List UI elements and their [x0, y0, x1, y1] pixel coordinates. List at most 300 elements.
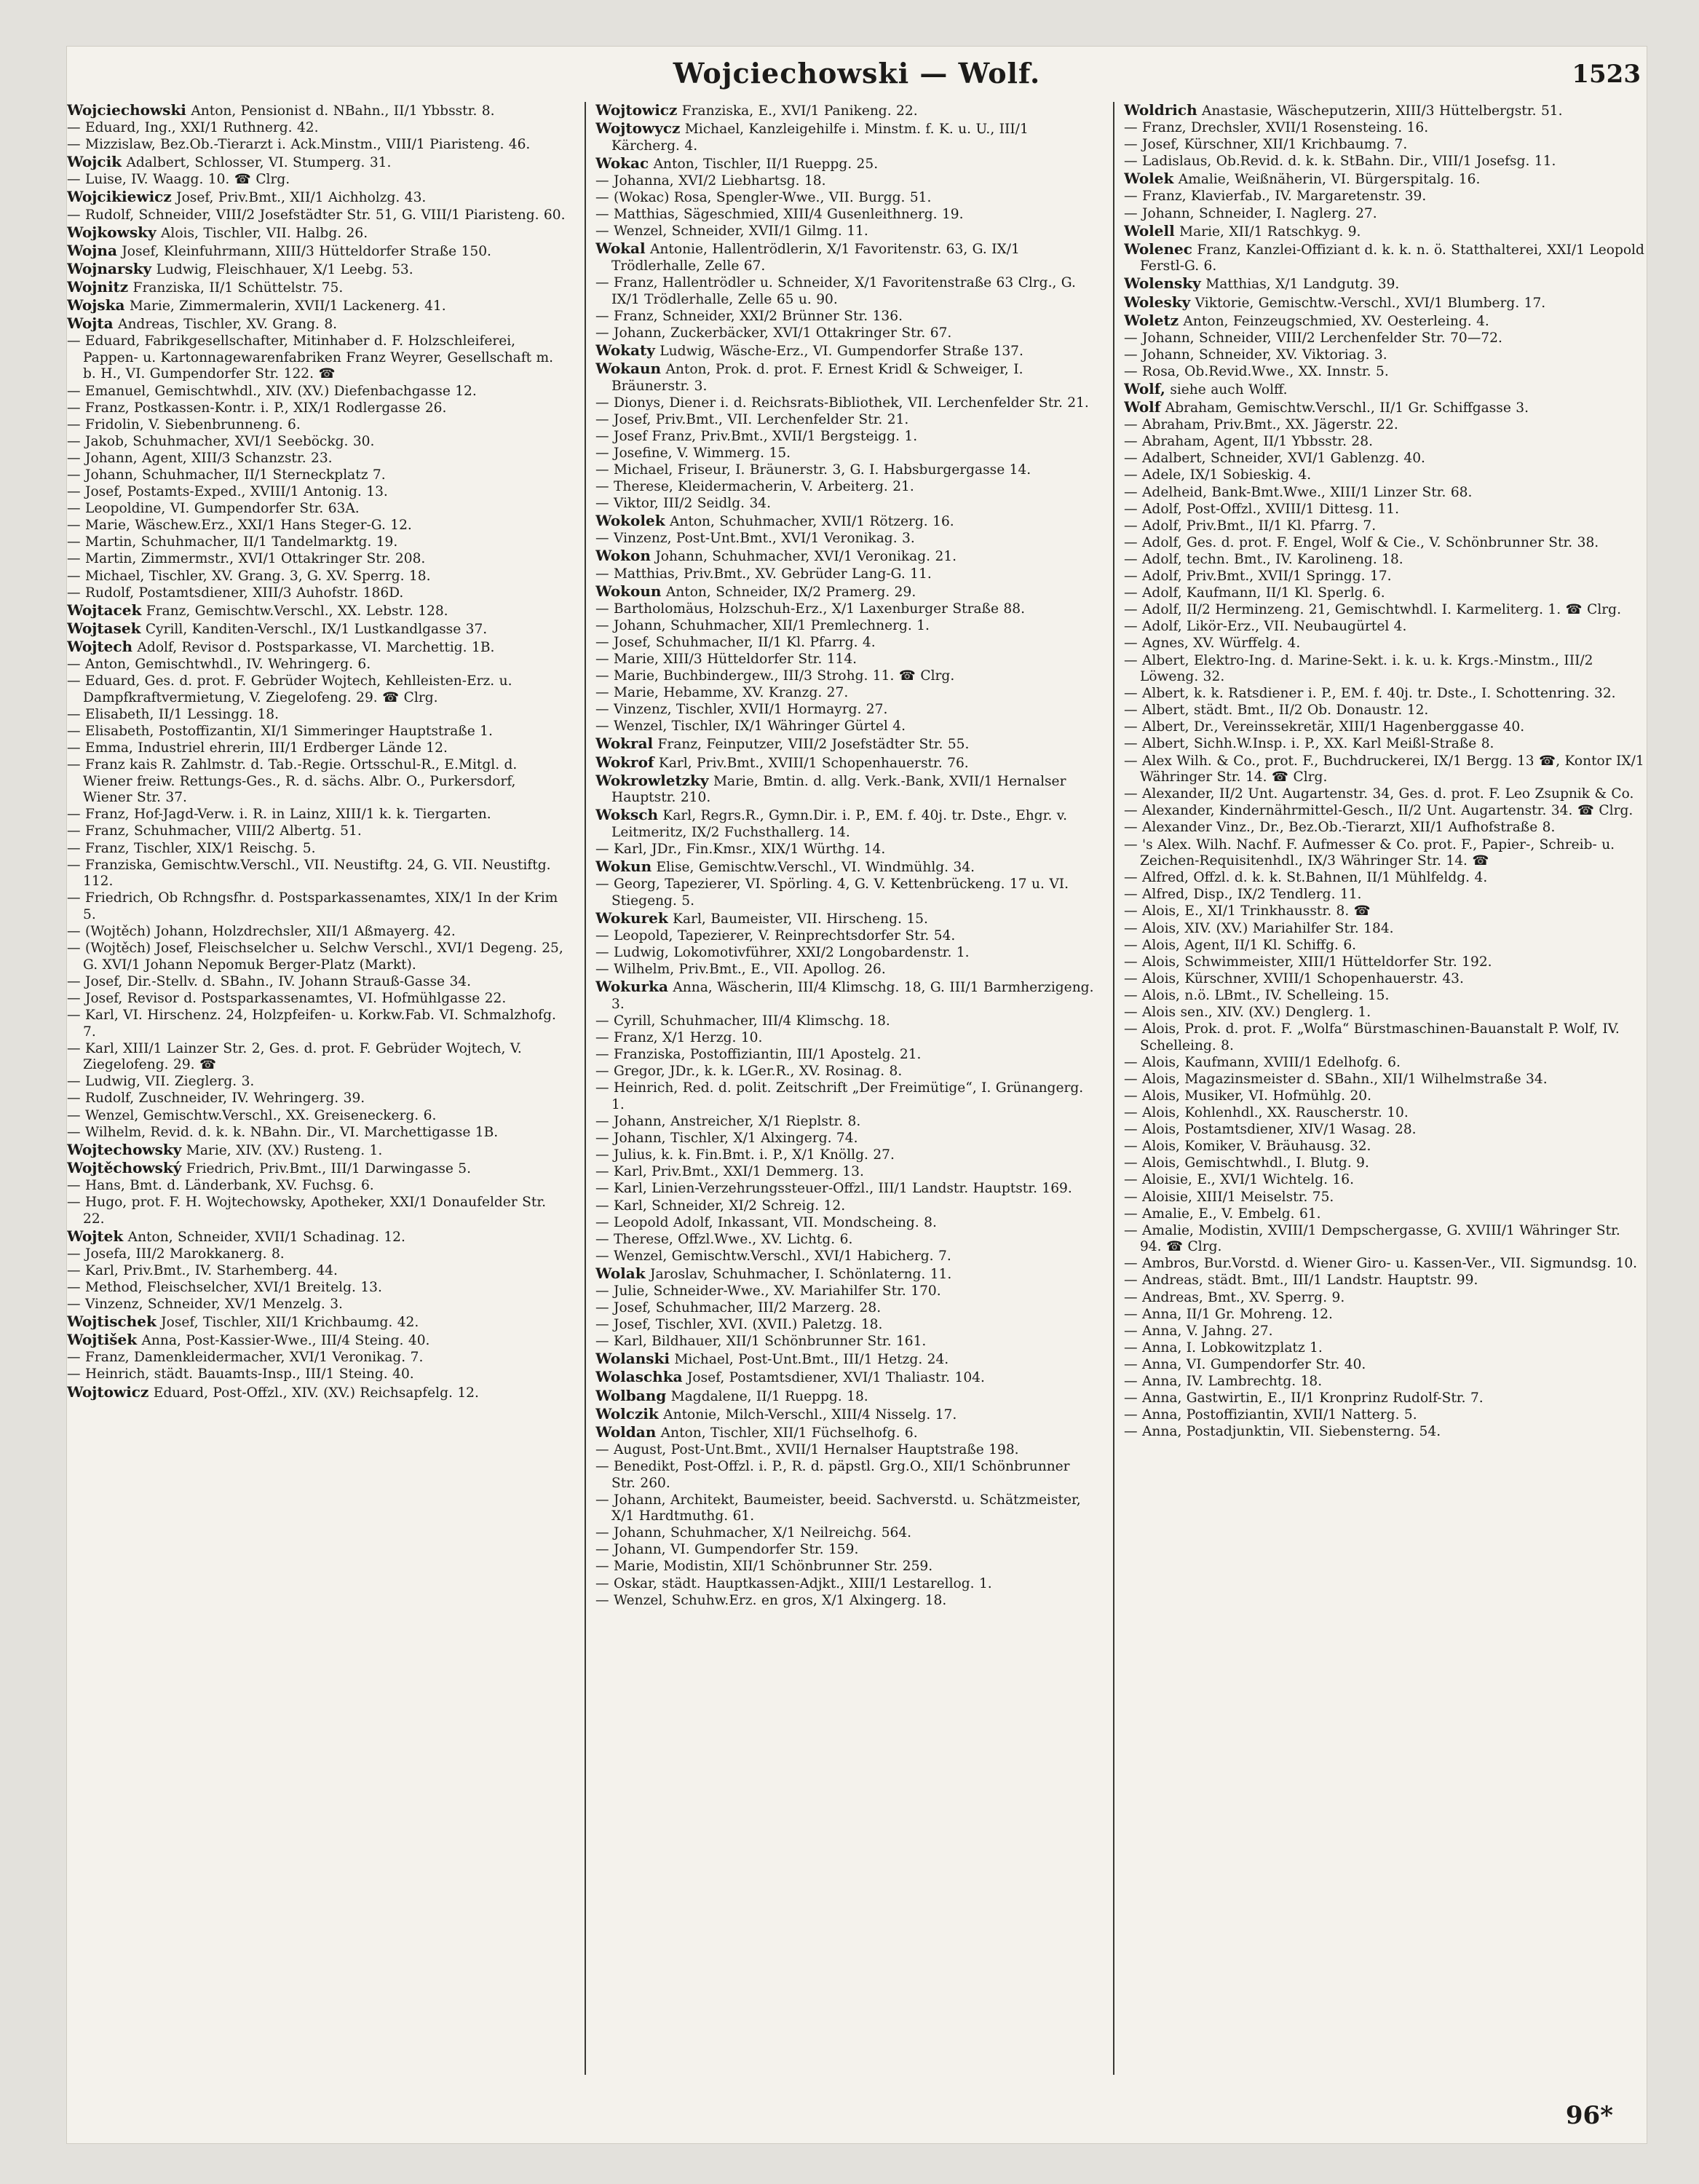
entry-surname: Wolensky: [1124, 274, 1201, 293]
entry-text: — Karl, Priv.Bmt., IV. Starhemberg. 44.: [67, 1262, 338, 1278]
entry-text: — Josef, Revisor d. Postsparkassenamtes, VI. Hofmühlgasse 22.: [67, 990, 507, 1006]
entry-text: — Wenzel, Gemischtw.Verschl., XX. Greiseneckerg. 6.: [67, 1107, 437, 1123]
directory-entry: [595, 635, 1094, 652]
entry-text: — Bartholomäus, Holzschuh-Erz., X/1 Laxenburger Straße 88.: [595, 601, 1025, 617]
entry-text: — Marie, Hebamme, XV. Kranzg. 27.: [595, 685, 849, 701]
directory-entry: [1124, 636, 1645, 652]
directory-entry: [595, 1576, 1094, 1593]
entry-text: — Friedrich, Ob Rchngsfhr. d. Postsparkassenamtes, XIX/1 In der Krim 5.: [67, 890, 558, 922]
entry-text: Andreas, Tischler, XV. Grang. 8.: [113, 317, 338, 333]
entry-text: — Johann, VI. Gumpendorfer Str. 159.: [595, 1542, 859, 1558]
entry-text: Elise, Gemischtw.Verschl., VI. Windmühlg. 34.: [652, 860, 975, 876]
directory-entry: [67, 400, 566, 417]
entry-text: — Albert, Elektro-Ing. d. Marine-Sekt. i. k. u. k. Krgs.-Minstm., III/2 Löweng. 32.: [1124, 652, 1593, 685]
page-title: Wojciechowski — Wolf.: [673, 57, 1041, 90]
entry-text: — Michael, Tischler, XV. Grang. 3, G. XV. Sperrg. 18.: [67, 568, 431, 584]
entry-text: — Franz, Hof-Jagd-Verw. i. R. in Lainz, XIII/1 k. k. Tiergarten.: [67, 807, 491, 823]
entry-surname: Wokral: [595, 735, 654, 753]
directory-entry: [1124, 417, 1645, 434]
entry-text: — Martin, Schuhmacher, II/1 Tandelmarktg. 19.: [67, 534, 398, 550]
directory-entry: [67, 620, 566, 638]
entry-text: Marie, XIV. (XV.) Rusteng. 1.: [181, 1142, 383, 1158]
directory-entry: [67, 569, 566, 585]
directory-entry: [595, 513, 1094, 531]
entry-text: — Vinzenz, Post-Unt.Bmt., XVI/1 Veronikag. 3.: [595, 531, 915, 547]
directory-entry: [1124, 241, 1645, 275]
entry-text: Karl, Baumeister, VII. Hirscheng. 15.: [668, 911, 928, 927]
directory-entry: [1124, 602, 1645, 619]
directory-entry: [595, 342, 1094, 360]
entry-text: Michael, Post-Unt.Bmt., III/1 Hetzg. 24.: [669, 1352, 949, 1368]
directory-entry: [595, 102, 1094, 120]
directory-entry: [595, 446, 1094, 462]
entry-text: — Adolf, Post-Offzl., XVIII/1 Dittesg. 11.: [1124, 501, 1400, 517]
entry-text: Franziska, II/1 Schüttelstr. 75.: [128, 280, 344, 296]
entry-text: — Adolf, II/2 Herminzeng. 21, Gemischtwhdl. I. Karmeliterg. 1. ☎ Clrg.: [1124, 602, 1621, 618]
directory-entry: [67, 451, 566, 467]
entry-text: — Rudolf, Schneider, VIII/2 Josefstädter Str. 51, G. VIII/1 Piaristeng. 60.: [67, 207, 566, 223]
entry-text: Anton, Schuhmacher, XVII/1 Rötzerg. 16.: [665, 514, 954, 530]
entry-text: siehe auch Wolff.: [1165, 382, 1288, 397]
directory-entry: [67, 1195, 566, 1227]
entry-text: Eduard, Post-Offzl., XIV. (XV.) Reichsapfelg. 12.: [148, 1385, 479, 1401]
directory-entry: [1124, 275, 1645, 293]
entry-text: — Ludwig, VII. Zieglerg. 3.: [67, 1074, 255, 1090]
directory-entry: [595, 1300, 1094, 1317]
directory-entry: [595, 945, 1094, 962]
entry-surname: Wokaty: [595, 341, 655, 359]
directory-entry: [1124, 619, 1645, 636]
directory-entry: [1124, 1005, 1645, 1021]
entry-text: Anton, Tischler, XII/1 Füchselhofg. 6.: [656, 1425, 918, 1441]
directory-entry: [1124, 189, 1645, 205]
entry-surname: Wojska: [67, 296, 125, 314]
directory-entry: [595, 1388, 1094, 1406]
entry-surname: Wokrowletzky: [595, 771, 709, 789]
directory-entry: [1124, 381, 1645, 399]
entry-text: Adolf, Revisor d. Postsparkasse, VI. Marchettig. 1B.: [132, 639, 495, 655]
directory-entry: [595, 842, 1094, 858]
directory-entry: [595, 1249, 1094, 1265]
directory-entry: [595, 1406, 1094, 1424]
entry-text: — Amalie, Modistin, XVIII/1 Dempschergasse, G. XVIII/1 Währinger Str. 94. ☎ Clrg.: [1124, 1222, 1620, 1255]
directory-entry: [1124, 467, 1645, 484]
directory-entry: [595, 1131, 1094, 1147]
directory-entry: [1124, 1357, 1645, 1374]
directory-entry: [1124, 331, 1645, 347]
directory-entry: [595, 395, 1094, 412]
directory-entry: [67, 1178, 566, 1195]
directory-entry: [1124, 1307, 1645, 1324]
directory-entry: [67, 1297, 566, 1313]
entry-surname: Wokurek: [595, 909, 668, 927]
directory-entry: [595, 1350, 1094, 1369]
entry-text: — Adolf, Priv.Bmt., II/1 Kl. Pfarrg. 7.: [1124, 518, 1377, 534]
entry-text: — Marie, Buchbindergew., III/3 Strohg. 11. ☎ Clrg.: [595, 668, 955, 684]
entry-text: Matthias, X/1 Landgutg. 39.: [1200, 277, 1400, 293]
entry-text: — Josef, Dir.-Stellv. d. SBahn., IV. Johann Strauß-Gasse 34.: [67, 973, 472, 989]
entry-text: — Josef Franz, Priv.Bmt., XVII/1 Bergsteigg. 1.: [595, 428, 918, 444]
directory-entry: [1124, 719, 1645, 736]
entry-surname: Wojkowsky: [67, 223, 157, 241]
directory-entry: [67, 434, 566, 451]
directory-entry: [67, 757, 566, 807]
entry-text: — Alois, Kürschner, XVIII/1 Schopenhauerstr. 43.: [1124, 970, 1464, 986]
directory-entry: [67, 534, 566, 551]
entry-text: — Karl, Linien-Verzehrungssteuer-Offzl., III/1 Landstr. Hauptstr. 169.: [595, 1181, 1072, 1197]
entry-text: — Agnes, XV. Würffelg. 4.: [1124, 636, 1301, 652]
entry-text: — Alois, n.ö. LBmt., IV. Schelleing. 15.: [1124, 987, 1390, 1003]
entry-text: — Johann, Schneider, I. Naglerg. 27.: [1124, 205, 1377, 221]
entry-text: — Matthias, Priv.Bmt., XV. Gebrüder Lang-G. 11.: [595, 566, 932, 582]
entry-text: — Elisabeth, II/1 Lessingg. 18.: [67, 706, 280, 722]
entry-text: — Anna, I. Lobkowitzplatz 1.: [1124, 1340, 1323, 1356]
directory-entry: [1124, 988, 1645, 1005]
directory-entry: [67, 1142, 566, 1160]
entry-text: Franz, Gemischtw.Verschl., XX. Lebstr. 128.: [141, 603, 448, 619]
directory-entry: [67, 602, 566, 620]
directory-entry: [595, 772, 1094, 807]
entry-text: — Therese, Offzl.Wwe., XV. Lichtg. 6.: [595, 1231, 853, 1247]
entry-text: — Johann, Architekt, Baumeister, beeid. Sachverstd. u. Schätzmeister, X/1 Hardtmuthg. 61.: [595, 1492, 1081, 1524]
entry-text: — Alois, Magazinsmeister d. SBahn., XII/1 Wilhelmstraße 34.: [1124, 1071, 1548, 1087]
entry-text: — Johann, Tischler, X/1 Alxingerg. 74.: [595, 1131, 858, 1147]
directory-entry: [1124, 585, 1645, 602]
entry-surname: Wojta: [67, 314, 114, 333]
entry-text: — (Wokac) Rosa, Spengler-Wwe., VII. Burgg. 51.: [595, 189, 932, 205]
entry-text: — Karl, Schneider, XI/2 Schreig. 12.: [595, 1198, 846, 1214]
entry-text: — Eduard, Fabrikgesellschafter, Mitinhaber d. F. Holzschleiferei, Pappen- u. Kartonnagewarenfabriken Franz Weyrer, Gesellschaft m. b. H., VI. Gumpendorfer Str. 122. ☎: [67, 333, 554, 382]
entry-surname: Wojciechowski: [67, 102, 186, 119]
entry-text: — Anna, VI. Gumpendorfer Str. 40.: [1124, 1356, 1366, 1372]
entry-text: — Franz, Hallentrödler u. Schneider, X/1 Favoritenstraße 63 Clrg., G. IX/1 Trödlerhalle, Zelle 65 u. 90.: [595, 274, 1076, 307]
directory-entry: [595, 173, 1094, 190]
entry-text: — Alois, Kaufmann, XVIII/1 Edelhofg. 6.: [1124, 1054, 1401, 1070]
directory-entry: [595, 360, 1094, 395]
directory-entry: [67, 1366, 566, 1383]
entry-text: Antonie, Hallentrödlerin, X/1 Favoritenstr. 63, G. IX/1 Trödlerhalle, Zelle 67.: [611, 242, 1020, 274]
entry-text: — August, Post-Unt.Bmt., XVII/1 Hernalser Hauptstraße 198.: [595, 1441, 1019, 1457]
directory-entry: [67, 1332, 566, 1350]
directory-entry: [1124, 552, 1645, 569]
entry-text: — Andreas, Bmt., XV. Sperrg. 9.: [1124, 1289, 1345, 1305]
directory-entry: [1124, 686, 1645, 703]
directory-entry: [67, 279, 566, 297]
directory-entry: [595, 240, 1094, 274]
directory-entry: [1124, 837, 1645, 870]
entry-surname: Wolf,: [1124, 380, 1165, 397]
entry-surname: Wolbang: [595, 1386, 667, 1404]
entry-text: Anton, Schneider, XVII/1 Schadinag. 12.: [123, 1229, 405, 1245]
directory-entry: [1124, 485, 1645, 502]
directory-entry: [67, 154, 566, 172]
directory-entry: [67, 1246, 566, 1263]
directory-entry: [595, 978, 1094, 1013]
directory-page: [67, 47, 1647, 2143]
directory-entry: [67, 807, 566, 823]
directory-entry: [1124, 1088, 1645, 1105]
directory-entry: [1124, 1374, 1645, 1390]
entry-text: — Fridolin, V. Siebenbrunneng. 6.: [67, 416, 301, 432]
entry-text: — Leopoldine, VI. Gumpendorfer Str. 63A.: [67, 501, 360, 517]
entry-text: — Anna, V. Jahng. 27.: [1124, 1323, 1273, 1339]
entry-text: — Ambros, Bur.Vorstd. d. Wiener Giro- u. Kassen-Ver., VII. Sigmundsg. 10.: [1124, 1256, 1638, 1272]
directory-entry: [595, 754, 1094, 772]
entry-surname: Wolczik: [595, 1404, 659, 1423]
directory-entry: [595, 325, 1094, 342]
directory-entry: [595, 1198, 1094, 1215]
entry-text: — Eduard, Ges. d. prot. F. Gebrüder Wojtech, Kehlleisten-Erz. u. Dampfkraftvermietung, V. Ziegelofeng. 29. ☎ Clrg.: [67, 673, 512, 705]
directory-entry: [67, 501, 566, 518]
entry-text: Jaroslav, Schuhmacher, I. Schönlaterng. 11.: [645, 1266, 952, 1282]
directory-entry: [1124, 1155, 1645, 1172]
directory-entry: [595, 877, 1094, 909]
directory-entry: [67, 551, 566, 568]
entry-text: — Andreas, städt. Bmt., III/1 Landstr. Hauptstr. 99.: [1124, 1273, 1478, 1289]
entry-text: — Karl, VI. Hirschenz. 24, Holzpfeifen- u. Korkw.Fab. VI. Schmalzhofg. 7.: [67, 1007, 556, 1040]
entry-text: Ludwig, Fleischhauer, X/1 Leebg. 53.: [151, 261, 413, 277]
directory-entry: [1124, 820, 1645, 836]
entry-text: — Vinzenz, Tischler, XVII/1 Hormayrg. 27.: [595, 702, 888, 718]
entry-text: — Heinrich, Red. d. polit. Zeitschrift „Der Freimütige“, I. Grünangerg. 1.: [595, 1080, 1084, 1112]
entry-surname: Wolenec: [1124, 240, 1192, 258]
directory-entry: [67, 1350, 566, 1366]
entry-text: Anton, Feinzeugschmied, XV. Oesterleing. 4.: [1179, 313, 1489, 329]
entry-surname: Wolaschka: [595, 1368, 683, 1386]
entry-text: — Josef, Kürschner, XII/1 Krichbaumg. 7.: [1124, 137, 1408, 153]
directory-entry: [1124, 921, 1645, 938]
entry-text: — Gregor, JDr., k. k. LGer.R., XV. Rosinag. 8.: [595, 1064, 903, 1080]
directory-entry: [1124, 954, 1645, 971]
entry-text: — Josefa, III/2 Marokkanerg. 8.: [67, 1246, 285, 1262]
entry-surname: Wokon: [595, 547, 651, 565]
directory-entry: [67, 1313, 566, 1332]
directory-entry: [1124, 223, 1645, 241]
entry-text: — Josef, Schuhmacher, II/1 Kl. Pfarrg. 4.: [595, 634, 876, 650]
entry-text: — Josef, Tischler, XVI. (XVII.) Paletzg. 18.: [595, 1317, 883, 1333]
entry-surname: Wolek: [1124, 170, 1174, 188]
entry-text: Josef, Postamtsdiener, XVI/1 Thaliastr. 104.: [682, 1370, 985, 1386]
directory-entry: [595, 190, 1094, 207]
entry-text: — Anna, Gastwirtin, E., II/1 Kronprinz Rudolf-Str. 7.: [1124, 1390, 1484, 1406]
entry-text: — Johann, Agent, XIII/3 Schanzstr. 23.: [67, 450, 333, 466]
entry-text: — Alois sen., XIV. (XV.) Denglerg. 1.: [1124, 1004, 1371, 1020]
directory-entry: [595, 275, 1094, 308]
entry-text: — Albert, Sichh.W.Insp. i. P., XX. Karl Meißl-Straße 8.: [1124, 736, 1494, 752]
entry-text: Magdalene, II/1 Rueppg. 18.: [666, 1388, 868, 1404]
entry-surname: Wojtowycz: [595, 119, 681, 138]
entry-text: — Emma, Industriel ehrerin, III/1 Erdberger Lände 12.: [67, 740, 448, 756]
directory-entry: [1124, 535, 1645, 552]
directory-entry: [67, 1228, 566, 1246]
entry-text: — Cyrill, Schuhmacher, III/4 Klimschg. 18.: [595, 1013, 890, 1029]
entry-text: — Alex Wilh. & Co., prot. F., Buchdruckerei, IX/1 Bergg. 13 ☎, Kontor IX/1 Währinger Str. 14. ☎ Clrg.: [1124, 753, 1644, 786]
entry-text: Franziska, E., XVI/1 Panikeng. 22.: [677, 103, 918, 119]
entry-text: — Karl, XIII/1 Lainzer Str. 2, Ges. d. prot. F. Gebrüder Wojtech, V. Ziegelofeng. 29. ☎: [67, 1040, 522, 1073]
directory-entry: [1124, 1256, 1645, 1273]
directory-entry: [67, 1160, 566, 1178]
directory-entry: [67, 941, 566, 973]
directory-entry: [1124, 786, 1645, 803]
directory-entry: [595, 618, 1094, 635]
entry-text: — Alexander Vinz., Dr., Bez.Ob.-Tierarzt, XII/1 Aufhofstraße 8.: [1124, 820, 1556, 836]
entry-text: Karl, Priv.Bmt., XVIII/1 Schopenhauerstr. 76.: [654, 755, 969, 771]
directory-entry: [595, 1047, 1094, 1064]
directory-entry: [67, 823, 566, 840]
directory-entry: [595, 547, 1094, 566]
entry-text: — Alois, Komiker, V. Bräuhausg. 32.: [1124, 1139, 1371, 1155]
entry-text: — Adolf, Priv.Bmt., XVII/1 Springg. 17.: [1124, 569, 1392, 585]
entry-surname: Wojcikiewicz: [67, 188, 172, 206]
directory-entry: [67, 384, 566, 400]
directory-entry: [595, 652, 1094, 668]
entry-text: — Johann, Zuckerbäcker, XVI/1 Ottakringer Str. 67.: [595, 325, 952, 341]
entry-text: Marie, XII/1 Ratschkyg. 9.: [1174, 223, 1361, 240]
entry-text: — Franz, Schuhmacher, VIII/2 Albertg. 51.: [67, 823, 362, 839]
entry-text: — Marie, Wäschew.Erz., XXI/1 Hans Steger-G. 12.: [67, 518, 412, 534]
directory-entry: [1124, 502, 1645, 518]
directory-entry: [1124, 518, 1645, 535]
entry-text: — Alois, Agent, II/1 Kl. Schiffg. 6.: [1124, 937, 1357, 953]
column-2: [595, 102, 1094, 2082]
entry-text: — Franz, Postkassen-Kontr. i. P., XIX/1 Rodlergasse 26.: [67, 400, 447, 416]
entry-surname: Wojtechowsky: [67, 1140, 182, 1158]
directory-entry: [67, 242, 566, 261]
entry-text: — Wenzel, Tischler, IX/1 Währinger Gürtel 4.: [595, 719, 906, 735]
entry-text: — Johann, Schuhmacher, X/1 Neilreichg. 564.: [595, 1525, 912, 1541]
entry-text: Franz, Kanzlei-Offiziant d. k. k. n. ö. Statthalterei, XXI/1 Leopold Ferstl-G. 6.: [1140, 242, 1644, 274]
entry-surname: Wolak: [595, 1264, 646, 1282]
directory-entry: [1124, 1324, 1645, 1340]
entry-text: — Anna, Postoffiziantin, XVII/1 Natterg. 5.: [1124, 1407, 1417, 1423]
directory-entry: [1124, 803, 1645, 820]
directory-entry: [595, 858, 1094, 877]
directory-entry: [67, 585, 566, 602]
entry-text: Viktorie, Gemischtw.-Verschl., XVI/1 Blumberg. 17.: [1190, 295, 1546, 311]
entry-text: — Ludwig, Lokomotivführer, XXI/2 Longobardenstr. 1.: [595, 945, 970, 961]
directory-entry: [67, 1108, 566, 1125]
entry-text: Abraham, Gemischtw.Verschl., II/1 Gr. Schiffgasse 3.: [1160, 400, 1529, 416]
directory-entry: [67, 467, 566, 484]
entry-text: — Alfred, Offzl. d. k. k. St.Bahnen, II/1 Mühlfeldg. 4.: [1124, 870, 1488, 886]
directory-entry: [1124, 312, 1645, 331]
entry-text: — Vinzenz, Schneider, XV/1 Menzelg. 3.: [67, 1297, 343, 1313]
entry-text: — Eduard, Ing., XXI/1 Ruthnerg. 42.: [67, 120, 319, 136]
entry-text: Michael, Kanzleigehilfe i. Minstm. f. K. u. U., III/1 Kärcherg. 4.: [611, 122, 1029, 154]
entry-text: — Abraham, Agent, II/1 Ybbsstr. 28.: [1124, 434, 1373, 450]
entry-surname: Wojnarsky: [67, 259, 152, 277]
directory-entry: [1124, 870, 1645, 887]
directory-entry: [67, 657, 566, 673]
entry-text: — Leopold Adolf, Inkassant, VII. Mondscheing. 8.: [595, 1214, 937, 1230]
entry-text: Anna, Post-Kassier-Wwe., III/4 Steing. 40.: [137, 1333, 430, 1349]
directory-entry: [595, 462, 1094, 479]
directory-entry: [67, 1091, 566, 1107]
entry-text: — Franz, X/1 Herzg. 10.: [595, 1030, 763, 1046]
directory-entry: [595, 1542, 1094, 1559]
entry-text: Karl, Regrs.R., Gymn.Dir. i. P., EM. f. 40j. tr. Dste., Ehgr. v. Leitmeritz, IX/2 Fuchsthallerg. 14.: [611, 808, 1068, 840]
directory-entry: [595, 702, 1094, 719]
entry-text: Adalbert, Schlosser, VI. Stumperg. 31.: [122, 155, 392, 171]
directory-entry: [67, 638, 566, 657]
entry-text: — Ladislaus, Ob.Revid. d. k. k. StBahn. Dir., VIII/1 Josefsg. 11.: [1124, 154, 1556, 170]
entry-text: — Method, Fleischselcher, XVI/1 Breitelg. 13.: [67, 1279, 382, 1295]
entry-text: Antonie, Milch-Verschl., XIII/4 Nisselg. 17.: [658, 1406, 957, 1423]
entry-text: Marie, Zimmermalerin, XVII/1 Lackenerg. 41.: [124, 298, 446, 314]
entry-text: — (Wojtěch) Josef, Fleischselcher u. Selchw Verschl., XVI/1 Degeng. 25, G. XVI/1 Johann Nepomuk Berger-Platz (Markt).: [67, 941, 563, 973]
entry-text: — Franz, Schneider, XXI/2 Brünner Str. 136.: [595, 308, 903, 324]
entry-text: — Albert, Dr., Vereinssekretär, XIII/1 Hagenberggasse 40.: [1124, 719, 1525, 735]
directory-entry: [1124, 1390, 1645, 1407]
entry-surname: Wokolek: [595, 512, 665, 530]
entry-text: — Josef, Postamts-Exped., XVIII/1 Antonig. 13.: [67, 484, 388, 500]
directory-entry: [595, 1424, 1094, 1442]
entry-surname: Wokac: [595, 154, 649, 172]
entry-text: Anton, Schneider, IX/2 Pramerg. 29.: [661, 584, 916, 600]
directory-entry: [1124, 1206, 1645, 1223]
entry-text: — Oskar, städt. Hauptkassen-Adjkt., XIII/1 Lestarellog. 1.: [595, 1575, 992, 1591]
entry-text: Anton, Tischler, II/1 Rueppg. 25.: [649, 156, 879, 172]
entry-surname: Wokurka: [595, 978, 668, 996]
entry-text: — Anton, Gemischtwhdl., IV. Wehringerg. 6.: [67, 657, 371, 672]
entry-text: Josef, Kleinfuhrmann, XIII/3 Hütteldorfer Straße 150.: [116, 243, 491, 259]
entry-text: — Aloisie, E., XVI/1 Wichtelg. 16.: [1124, 1172, 1354, 1188]
entry-surname: Wokaun: [595, 359, 662, 377]
entry-text: — Benedikt, Post-Offzl. i. P., R. d. päpstl. Grg.O., XII/1 Schönbrunner Str. 260.: [595, 1458, 1070, 1491]
directory-entry: [595, 1114, 1094, 1131]
entry-text: — Karl, Priv.Bmt., XXI/1 Demmerg. 13.: [595, 1164, 864, 1180]
directory-entry: [595, 1080, 1094, 1113]
directory-entry: [1124, 294, 1645, 312]
entry-text: — Mizzislaw, Bez.Ob.-Tierarzt i. Ack.Minstm., VIII/1 Piaristeng. 46.: [67, 137, 531, 153]
directory-entry: [67, 518, 566, 534]
entry-surname: Wojnitz: [67, 277, 129, 296]
entry-text: — Rudolf, Postamtsdiener, XIII/3 Auhofstr. 186D.: [67, 585, 404, 601]
directory-entry: [1124, 938, 1645, 954]
entry-text: Marie, Bmtin. d. allg. Verk.-Bank, XVII/1 Hernalser Hauptstr. 210.: [611, 773, 1066, 806]
directory-entry: [595, 223, 1094, 240]
directory-entry: [67, 1263, 566, 1280]
entry-text: — Adolf, Kaufmann, II/1 Kl. Sperlg. 6.: [1124, 585, 1385, 601]
entry-text: — Wenzel, Gemischtw.Verschl., XVI/1 Habicherg. 7.: [595, 1248, 951, 1264]
directory-entry: [595, 1030, 1094, 1047]
directory-entry: [595, 1283, 1094, 1300]
entry-text: — Karl, JDr., Fin.Kmsr., XIX/1 Würthg. 14.: [595, 842, 886, 858]
directory-entry: [67, 1384, 566, 1402]
page-number: 1523: [1572, 60, 1641, 89]
directory-entry: [1124, 753, 1645, 786]
entry-text: — Matthias, Sägeschmied, XIII/4 Gusenleithnerg. 19.: [595, 207, 964, 223]
directory-entry: [1124, 903, 1645, 920]
directory-entry: [595, 910, 1094, 928]
entry-surname: Wokun: [595, 858, 652, 876]
directory-entry: [595, 1265, 1094, 1283]
directory-entry: [1124, 1055, 1645, 1072]
entry-text: Friedrich, Priv.Bmt., III/1 Darwingasse 5.: [181, 1160, 472, 1176]
entry-text: — Marie, Modistin, XII/1 Schönbrunner Str. 259.: [595, 1559, 933, 1575]
entry-text: Anna, Wäscherin, III/4 Klimschg. 18, G. III/1 Barmherzigeng. 3.: [611, 980, 1094, 1012]
entry-text: — Alois, Kohlenhdl., XX. Rauscherstr. 10.: [1124, 1105, 1409, 1121]
directory-entry: [1124, 102, 1645, 120]
directory-entry: [1124, 1072, 1645, 1088]
directory-entry: [595, 719, 1094, 735]
directory-entry: [1124, 434, 1645, 451]
entry-text: — Anna, Postadjunktin, VII. Siebensterng. 54.: [1124, 1424, 1441, 1440]
entry-text: — Franz, Klavierfab., IV. Margaretenstr. 39.: [1124, 189, 1427, 205]
directory-entry: [1124, 1172, 1645, 1189]
entry-text: — Johann, Schneider, VIII/2 Lerchenfelder Str. 70—72.: [1124, 330, 1502, 346]
entry-text: — Wilhelm, Revid. d. k. k. NBahn. Dir., VI. Marchettigasse 1B.: [67, 1124, 499, 1140]
